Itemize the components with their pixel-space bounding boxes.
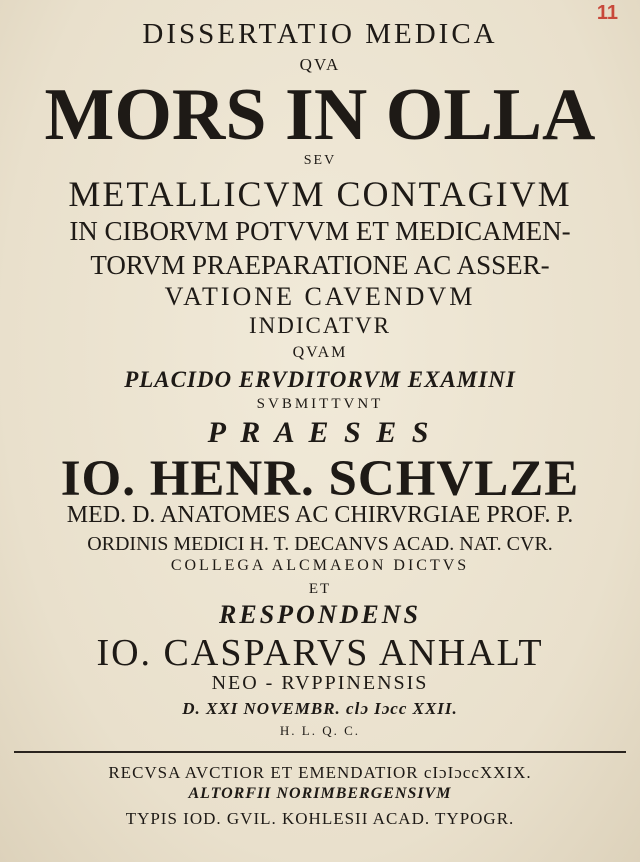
praeses-title1: MED. D. ANATOMES AC CHIRVRGIAE PROF. P. [66,502,574,528]
imprint-line2: ALTORFII NORIMBERGENSIVM [188,785,452,802]
respondens-origin: NEO - RVPPINENSIS [211,672,429,694]
subtitle-line3: TORVM PRAEPARATIONE AC ASSER- [90,250,550,280]
placido-line: PLACIDO ERVDITORVM EXAMINI [124,367,516,392]
respondens-label: RESPONDENS [219,600,421,629]
corner-mark: 11 [596,2,618,24]
divider-rule [14,751,626,753]
main-title: MORS IN OLLA [44,74,596,156]
praeses-name: IO. HENR. SCHVLZE [60,451,580,507]
praeses-title2: ORDINIS MEDICI H. T. DECANVS ACAD. NAT. CVR. [87,533,553,555]
date-line: D. XXI NOVEMBR. clɔ Iɔcc XXII. [182,699,458,718]
imprint-line1: RECVSA AVCTIOR ET EMENDATIOR cIɔIɔccXXIX. [108,763,532,782]
seu-line: SEV [303,153,337,168]
subtitle-line1: METALLICVM CONTAGIVM [68,174,572,214]
dissertatio-medica: DISSERTATIO MEDICA [142,18,498,50]
et-line: ET [308,581,332,597]
praeses-title3: COLLEGA ALCMAEON DICTVS [170,557,470,574]
respondens-name: IO. CASPARVS ANHALT [96,632,544,674]
subtitle-line4: VATIONE CAVENDVM [164,282,476,311]
quam-line: QVAM [292,344,348,361]
subtitle-line2: IN CIBORVM POTVVM ET MEDICAMEN- [69,216,571,246]
hlqc-line: H. L. Q. C. [279,723,361,738]
submittunt-line: SVBMITTVNT [256,396,384,412]
qua-line: QVA [299,55,341,74]
imprint-line3: TYPIS IOD. GVIL. KOHLESII ACAD. TYPOGR. [125,809,515,828]
praeses-label: P R A E S E S [207,416,433,449]
indicatur-line: INDICATVR [249,313,391,338]
